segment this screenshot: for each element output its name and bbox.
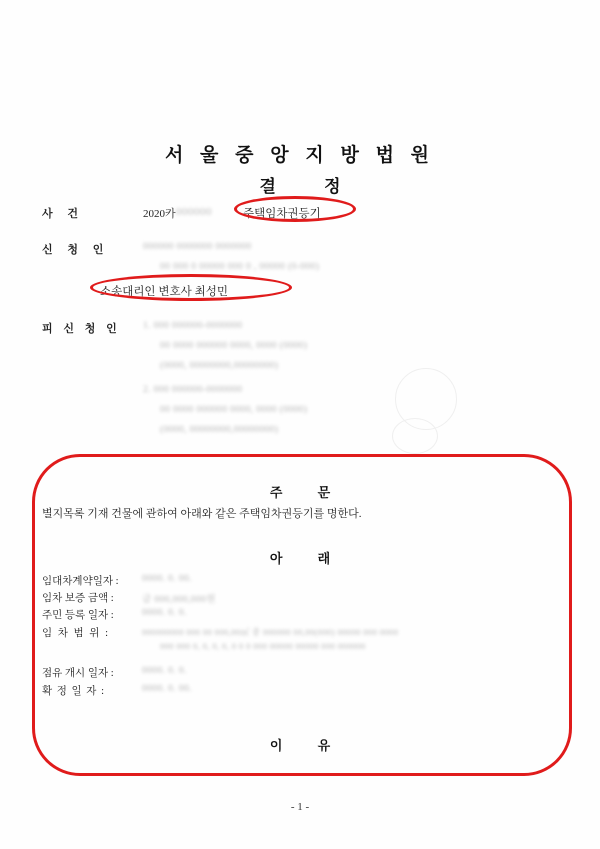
entry-label-possession-date: 점유 개시 일자 : xyxy=(42,668,114,679)
respondent-redacted-line: 00 0000 000000 0000, 0000 (0000) xyxy=(160,405,308,415)
entry-value-lease-scope-cont: 000 000 0, 0, 0, 0, 0 0 0 000 00000 00000 000 000000 xyxy=(160,641,366,651)
field-label-case: 사 건 xyxy=(42,208,85,220)
entry-label-lease-scope: 임 차 범 위 : xyxy=(42,628,110,639)
field-label-applicant: 신 청 인 xyxy=(42,244,110,256)
court-name: 서 울 중 앙 지 방 법 원 xyxy=(164,145,436,166)
page-number: - 1 - xyxy=(290,801,310,813)
order-text: 별지목록 기재 건물에 관하여 아래와 같은 주택임차권등기를 명한다. xyxy=(42,508,362,520)
entry-value-lease-scope: 000000000 000 00 000,00㎡ 중 000000 00,00(000) 00000 000 0000 xyxy=(142,627,399,637)
field-value-case-redacted: 000000 xyxy=(176,206,212,218)
entry-value-fixed-date: 0000. 0. 00. xyxy=(142,684,192,694)
entry-value-registration-date: 0000. 0. 0. xyxy=(142,608,187,618)
entry-label-contract-date: 임대차계약일자 : xyxy=(42,576,119,587)
entry-label-registration-date: 주민 등록 일자 : xyxy=(42,610,114,621)
applicant-attorney: 소송대리인 변호사 최성민 xyxy=(100,286,228,298)
respondent-redacted-line: 2. 000 000000-0000000 xyxy=(143,385,243,395)
respondent-redacted-line: 00 0000 000000 0000, 0000 (0000) xyxy=(160,341,308,351)
below-heading: 아 래 xyxy=(269,551,347,566)
applicant-redacted-line: 00 000 0 00000 000 0 , 00000 (0-000) xyxy=(160,262,320,272)
entry-value-contract-date: 0000. 0. 00. xyxy=(142,574,192,584)
entry-value-possession-date: 0000. 0. 0. xyxy=(142,666,187,676)
entry-label-deposit: 임차 보증 금액 : xyxy=(42,593,114,604)
order-heading: 주 문 xyxy=(269,485,347,500)
entry-label-fixed-date: 확 정 일 자 : xyxy=(42,686,105,697)
field-value-case-subject: 주택임차권등기 xyxy=(243,208,321,220)
respondent-redacted-line: 1. 000 000000-0000000 xyxy=(143,321,243,331)
scan-artifact xyxy=(395,368,457,430)
document-type: 결 정 xyxy=(259,177,363,196)
field-value-case-prefix: 2020카 xyxy=(143,208,176,220)
field-label-respondent: 피 신 청 인 xyxy=(42,323,121,335)
scan-artifact xyxy=(392,418,438,454)
respondent-redacted-line: (0000, 00000000,00000000) xyxy=(160,361,279,371)
respondent-redacted-line: (0000, 00000000,00000000) xyxy=(160,425,279,435)
applicant-redacted-line: 000000 0000000 0000000 xyxy=(143,242,252,252)
entry-value-deposit: 금 000,000,000원 xyxy=(142,595,216,605)
reason-heading: 이 유 xyxy=(269,738,347,753)
